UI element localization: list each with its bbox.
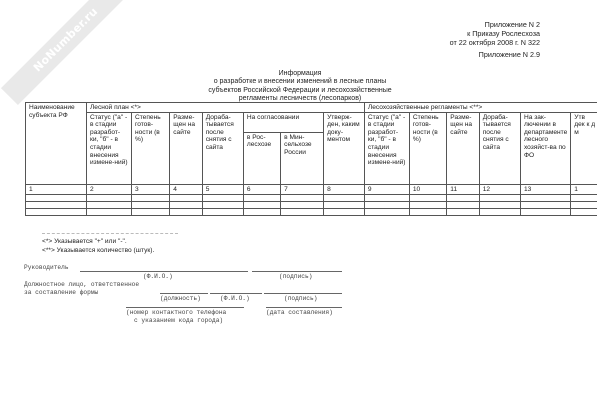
column-numbers-row (26, 184, 600, 194)
appendix-line: Приложение N 2 (484, 20, 540, 29)
date-caption: (дата составления) (266, 309, 333, 316)
responsible-label-1: Должностное лицо, ответственное (24, 281, 140, 288)
header-reg-reworked: Дораба-тывается после снятия с сайта (479, 112, 520, 184)
col-number: 6 (243, 184, 280, 194)
header-readiness: Степень готов-ности (в %) (131, 112, 169, 184)
title-line: регламенты лесничеств (лесопарков) (238, 94, 362, 102)
header-rosleskhoz: в Рос-лесхозе (243, 132, 280, 184)
table-row (26, 208, 600, 215)
header-reg-conclusion: На зак-лючении в департаменте лесного хозяйст-ва по ФО (520, 112, 570, 184)
col-number: 1 (571, 184, 600, 194)
col-number: 7 (281, 184, 324, 194)
table-row (26, 201, 600, 208)
col-number: 3 (131, 184, 169, 194)
col-number: 9 (364, 184, 409, 194)
watermark: NoNumber.ru (1, 0, 131, 105)
head-fio-caption: (Ф.И.О.) (143, 273, 173, 280)
head-fio-line (80, 271, 248, 272)
responsible-signature-line (264, 293, 342, 294)
appendix-header (450, 20, 540, 47)
header-reworked: Дораба-тывается после снятия с сайта (202, 112, 243, 184)
header-minselkhoz: в Мин-сельхозе России (281, 132, 324, 184)
header-reg-approved: Утв дек к д м (571, 112, 600, 184)
sub-appendix: Приложение N 2.9 (478, 50, 540, 59)
position-line (160, 293, 208, 294)
col-number: 1 (26, 184, 87, 194)
col-number: 8 (324, 184, 365, 194)
header-status: Статус ("а" - в стадии разработ-ки, "б" - в стадии внесения измене-ний) (86, 112, 131, 184)
col-number: 13 (520, 184, 570, 194)
col-number: 4 (170, 184, 202, 194)
col-number: 5 (202, 184, 243, 194)
header-reg-readiness: Степень готов-ности (в %) (409, 112, 446, 184)
header-approved: Утверж-ден, каким доку-ментом (324, 112, 365, 184)
header-approval: На согласовании (243, 112, 323, 132)
responsible-fio-caption: (Ф.И.О.) (220, 295, 250, 302)
footnote-1: <*> Указывается "+" или "-". (42, 238, 127, 245)
title-line: о разработке и внесении изменений в лесные планы (213, 78, 387, 86)
responsible-signature-caption: (подпись) (284, 295, 318, 302)
footnote-separator (42, 233, 178, 234)
responsible-fio-line (210, 293, 262, 294)
phone-line (126, 307, 244, 308)
head-label: Руководитель (24, 264, 69, 271)
col-number: 11 (447, 184, 479, 194)
position-caption: (должность) (160, 295, 201, 302)
phone-caption-1: (номер контактного телефона (126, 309, 227, 316)
footnote-2: <**> Указывается количество (штук). (42, 247, 155, 254)
header-reg-status: Статус ("а" - в стадии разработ-ки, "б" - в стадии внесения измене-ний) (364, 112, 409, 184)
col-number: 2 (86, 184, 131, 194)
header-forest-plan: Лесной план <*> (86, 103, 364, 113)
date-line (266, 307, 342, 308)
header-reg-published: Разме-щен на сайте (447, 112, 479, 184)
col-number: 10 (409, 184, 446, 194)
header-regulations: Лесохозяйственные регламенты <**> (364, 103, 599, 113)
col-number: 12 (479, 184, 520, 194)
title-line: Информация (278, 70, 322, 77)
header-published: Разме-щен на сайте (170, 112, 202, 184)
responsible-label-2: за составление формы (24, 289, 99, 296)
head-signature-caption: (подпись) (279, 273, 313, 280)
document-title (170, 70, 430, 103)
title-line: субъектов Российской Федерации и лесохозяйственные (208, 86, 392, 94)
table-row (26, 194, 600, 201)
header-subject: Наименование субъекта РФ (26, 103, 87, 185)
appendix-line: к Приказу Рослесхоза (467, 29, 540, 38)
report-table (25, 102, 600, 216)
head-signature-line (252, 271, 342, 272)
phone-caption-2: с указанием кода города) (134, 317, 224, 324)
appendix-line: от 22 октября 2008 г. N 322 (449, 38, 540, 47)
